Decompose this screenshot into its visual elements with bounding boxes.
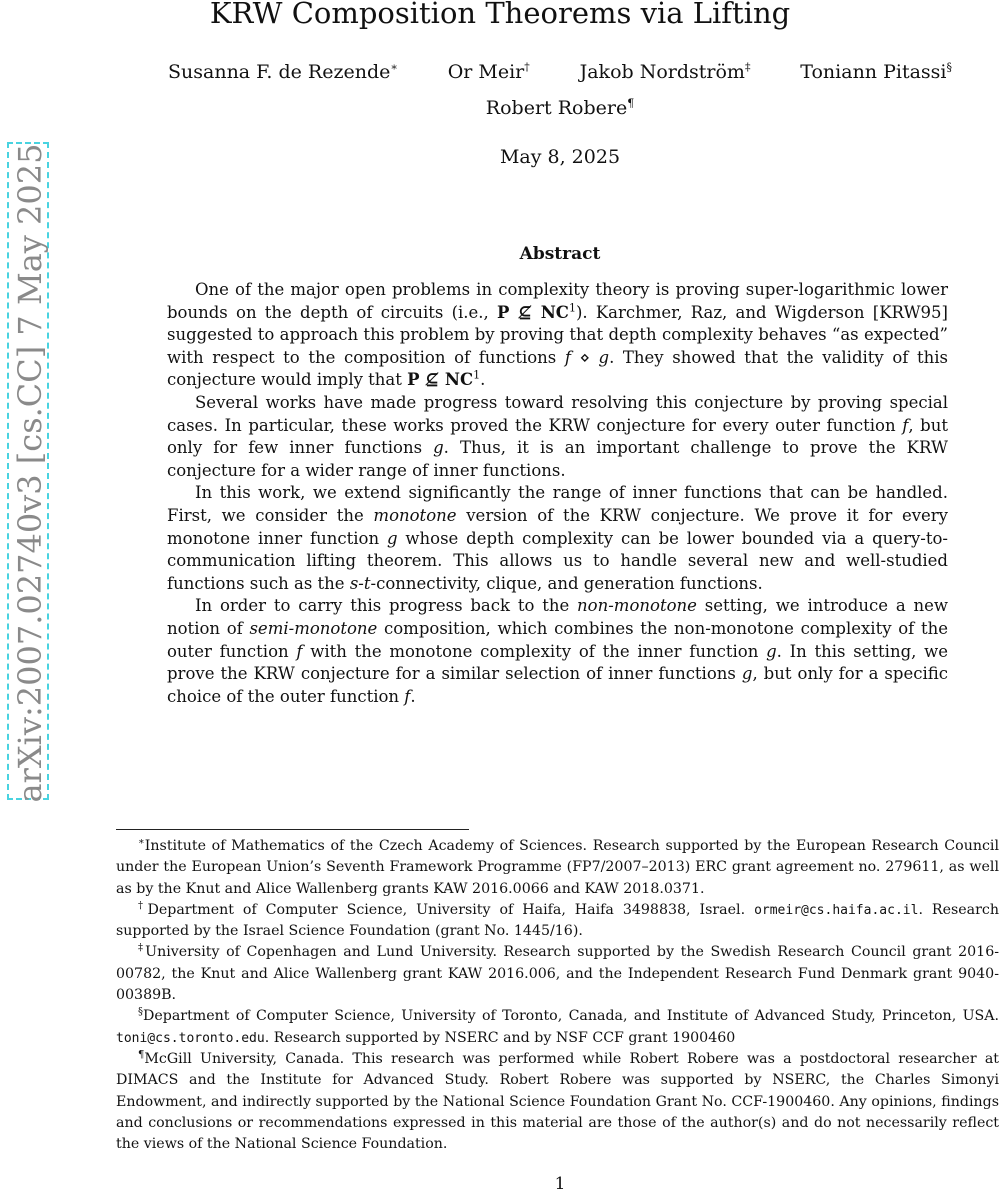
footnote: ‡University of Copenhagen and Lund University. Research supported by the Swedish Research Council grant 2016-00782, the Knut and Alice Wallenberg grant KAW 2016.006, and the Independent Research Fund Denmark grant 9040-00389B. (116, 942, 1000, 1004)
abstract-paragraph: In order to carry this progress back to the non-monotone setting, we introduce a new notion of semi-monotone composition, which combines the non-monotone complexity of the outer function f with the monotone complexity of the inner function g. In this setting, we prove the KRW conjecture for a similar selection of inner functions g, but only for a specific choice of the outer function f. (167, 596, 949, 706)
paper-title: KRW Composition Theorems via Lifting (209, 0, 791, 30)
footnotes (116, 836, 999, 1155)
abstract-body (167, 279, 948, 708)
footnote: ¶McGill University, Canada. This research was performed while Robert Robere was a postdoctoral researcher at DIMACS and the Institute for Advanced Study. Robert Robere was supported by NSERC, the Charles Simonyi Endowment, and indirectly supported by the National Science Foundation Grant No. CCF-1900460. Any opinions, findings and conclusions or recommendations expressed in this material are those of the author(s) and do not necessarily reflect the views of the National Science Foundation. (116, 1049, 999, 1153)
footnote: §Department of Computer Science, University of Toronto, Canada, and Institute of Advanced Study, Princeton, USA. toni@cs.toronto.edu. Research supported by NSERC and by NSF CCF grant 1900460 (116, 1006, 999, 1046)
abstract-paragraph: In this work, we extend significantly the range of inner functions that can be handled. First, we consider the monotone version of the KRW conjecture. We prove it for every monotone inner function g whose depth complexity can be lower bounded via a query-to-communication lifting theorem. This allows us to handle several new and well-studied functions such as the s-t-connectivity, clique, and generation functions. (167, 483, 948, 593)
email-link[interactable]: ormeir@cs.haifa.ac.il (754, 902, 919, 918)
abstract-paragraph: One of the major open problems in complexity theory is proving super-logarithmic lower bounds on the depth of circuits (i.e., P ⊈ $NC^1$). Karchmer, Raz, and Wigderson [KRW95] suggested to approach this problem by proving that depth complexity behaves “as expected” with respect to the composition of functions f ⋄ g. They showed that the validity of this conjecture would imply that P ⊈ $NC^1$. (167, 280, 948, 390)
author: Jakob Nordström‡ (579, 60, 751, 83)
arxiv-stamp (7, 142, 49, 803)
paper-date: May 8, 2025 (499, 146, 621, 168)
abstract-paragraph: Several works have made progress toward resolving this conjecture by proving special cases. In particular, these works proved the KRW conjecture for every outer function f, but only for few inner functions g. Thus, it is an important challenge to prove the KRW conjecture for a wider range of inner functions. (167, 392, 949, 480)
author: Susanna F. de Rezende∗ (168, 60, 398, 83)
email-link[interactable]: toni@cs.toronto.edu (116, 1030, 265, 1046)
footnote-rule (116, 829, 469, 830)
abstract-heading: Abstract (519, 244, 601, 264)
author: Toniann Pitassi§ (800, 60, 952, 83)
author-list (168, 61, 952, 83)
page-number: 1 (554, 1174, 566, 1194)
footnote: ∗Institute of Mathematics of the Czech Academy of Sciences. Research supported by the European Research Council under the European Union’s Seventh Framework Programme (FP7/2007–2013) ERC grant agreement no. 279611, as well as by the Knut and Alice Wallenberg grants KAW 2016.0066 and KAW 2018.0371. (116, 836, 999, 897)
arxiv-identifier: arXiv:2007.02740v3 [cs.CC] 7 May 2025 (11, 143, 49, 803)
author: Robert Robere¶ (485, 96, 635, 119)
author: Or Meir† (447, 60, 530, 83)
footnote: †Department of Computer Science, University of Haifa, Haifa 3498838, Israel. ormeir@cs.haifa.ac.il. Research supported by the Israel Science Foundation (grant No. 1445/16). (116, 900, 999, 940)
